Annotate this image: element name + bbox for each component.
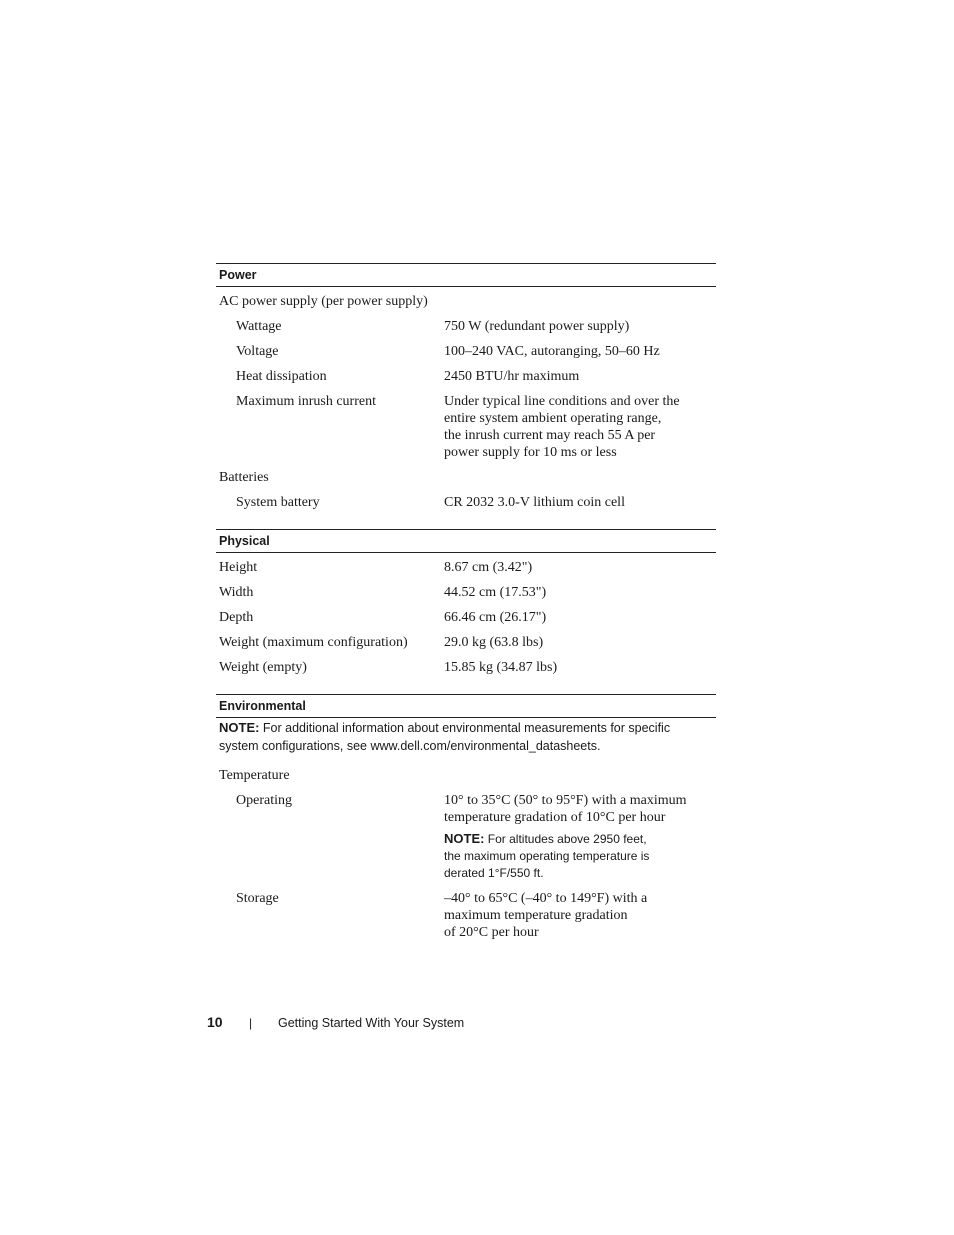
table-row (216, 630, 716, 655)
table-row (216, 490, 716, 515)
row-value: 66.46 cm (26.17") (444, 610, 547, 625)
row-value: 8.67 cm (3.42") (444, 560, 533, 575)
row-value (444, 293, 699, 310)
note-text-end: . (596, 739, 601, 753)
altitude-note (444, 830, 699, 882)
value-line: maximum temperature gradation (444, 908, 628, 923)
row-value (444, 393, 699, 461)
value-line: 10° to 35°C (50° to 95°F) with a maximum (444, 793, 687, 808)
table-row (216, 605, 716, 630)
value-line: power supply for 10 ms or less (444, 445, 617, 460)
row-label: Weight (empty) (219, 660, 307, 675)
value-line: entire system ambient operating range, (444, 411, 662, 426)
row-label: Width (219, 585, 254, 600)
row-value: 15.85 kg (34.87 lbs) (444, 660, 558, 675)
row-label: Depth (219, 610, 254, 625)
value-line: of 20°C per hour (444, 925, 539, 940)
table-row (216, 553, 716, 580)
note-line: For altitudes above 2950 feet, (484, 832, 647, 846)
table-row (216, 655, 716, 680)
note-label: NOTE: (444, 831, 485, 846)
table-row (216, 389, 716, 465)
row-label: Wattage (236, 319, 282, 334)
row-value (444, 792, 699, 882)
row-label: AC power supply (per power supply) (219, 294, 428, 309)
row-label: Operating (236, 793, 292, 808)
environmental-section-header: Environmental (216, 694, 716, 718)
table-row (216, 465, 716, 490)
table-row (216, 364, 716, 389)
note-line: the maximum operating temperature is (444, 849, 650, 863)
row-value (444, 890, 699, 941)
row-value: 2450 BTU/hr maximum (444, 369, 580, 384)
row-label: Weight (maximum configuration) (219, 635, 408, 650)
table-row (216, 314, 716, 339)
row-value: CR 2032 3.0-V lithium coin cell (444, 495, 625, 510)
table-row (216, 580, 716, 605)
physical-section-header: Physical (216, 529, 716, 553)
page-number: 10 (207, 1014, 223, 1030)
row-value: 44.52 cm (17.53") (444, 585, 547, 600)
power-section-header: Power (216, 263, 716, 287)
row-value: 750 W (redundant power supply) (444, 319, 630, 334)
value-line: the inrush current may reach 55 A per (444, 428, 656, 443)
row-label: Heat dissipation (236, 369, 327, 384)
row-label: System battery (236, 495, 320, 510)
footer-title: Getting Started With Your System (278, 1016, 465, 1030)
table-row (216, 763, 716, 788)
row-label: Voltage (236, 344, 279, 359)
row-label: Height (219, 560, 258, 575)
row-label: Temperature (219, 768, 290, 783)
note-line: derated 1°F/550 ft. (444, 866, 544, 880)
table-row (216, 886, 716, 945)
row-value: 29.0 kg (63.8 lbs) (444, 635, 544, 650)
value-line: Under typical line conditions and over the (444, 394, 680, 409)
row-label: Maximum inrush current (236, 394, 376, 409)
value-line: –40° to 65°C (–40° to 149°F) with a (444, 891, 648, 906)
row-value (444, 767, 699, 784)
note-label: NOTE: (219, 720, 260, 735)
note-text: For additional information about environmental measurements for specific system configurations, see (219, 721, 671, 753)
environmental-note (216, 718, 716, 763)
specifications-table (216, 263, 716, 945)
row-value: 100–240 VAC, autoranging, 50–60 Hz (444, 344, 660, 359)
row-value (444, 469, 699, 486)
datasheets-link[interactable]: www.dell.com/environmental_datasheets (370, 739, 597, 753)
row-label: Storage (236, 891, 279, 906)
table-row (216, 287, 716, 314)
table-row (216, 339, 716, 364)
table-row (216, 788, 716, 886)
row-label: Batteries (219, 470, 269, 485)
page-footer (207, 1014, 607, 1034)
footer-separator: | (249, 1016, 253, 1030)
value-line: temperature gradation of 10°C per hour (444, 810, 666, 825)
